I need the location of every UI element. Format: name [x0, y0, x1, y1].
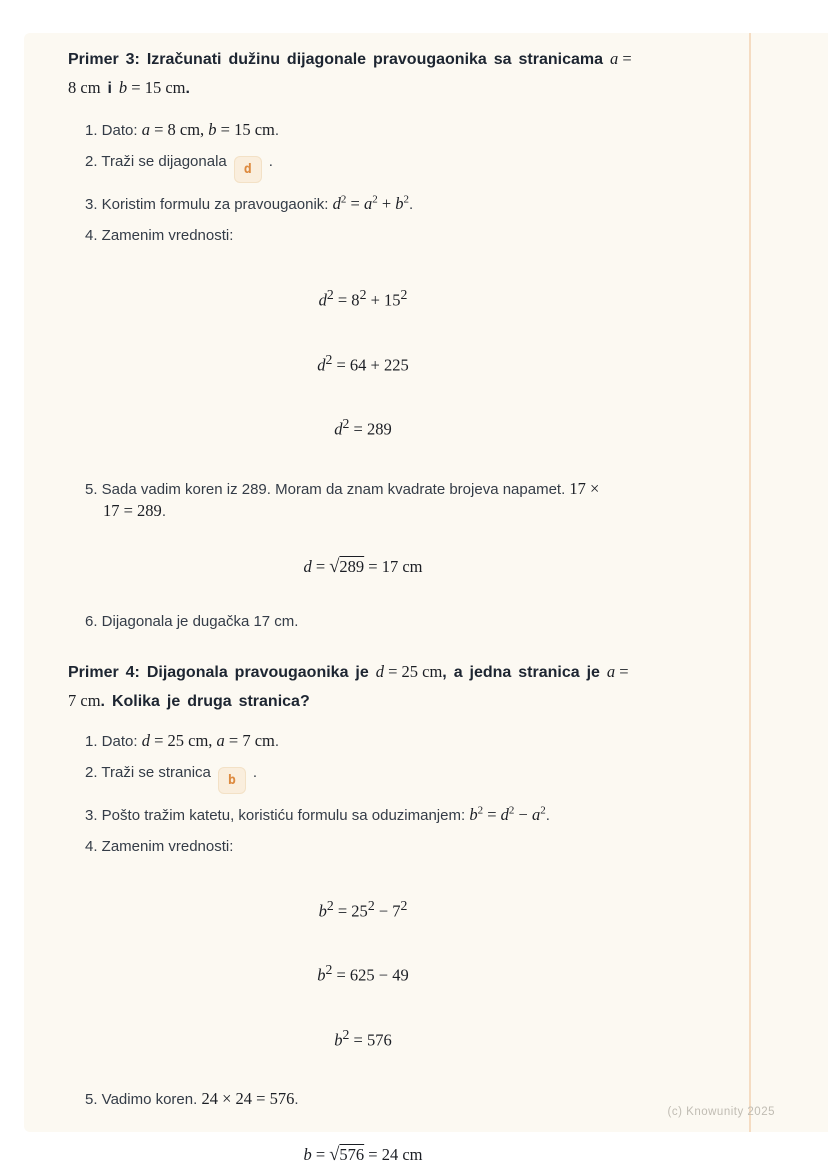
primer-3-steps: [68, 119, 716, 246]
page-edge-accent-line: [749, 33, 751, 1132]
variable-chip-d: d: [234, 156, 262, 183]
step-item-1: [85, 730, 716, 752]
step-item-2: [85, 151, 716, 183]
step-text: 3. Pošto tražim katetu, koristiću formulu sa oduzimanjem:: [85, 806, 470, 824]
inline-math: 17 = 289: [103, 500, 162, 520]
inline-math: a = 8 cm, b = 15 cm: [141, 120, 275, 139]
worksheet-page: [24, 33, 828, 1164]
step-text: .: [274, 732, 280, 750]
inline-math: 8 cm: [68, 78, 101, 97]
primer-4-heading: [68, 658, 716, 716]
heading-text: .: [185, 80, 190, 97]
step-text: 3. Koristim formulu za pravougaonik:: [85, 196, 333, 213]
step-text: .: [274, 122, 280, 139]
inline-math: d = 25 cm, a = 7 cm: [141, 730, 275, 750]
variable-chip-b: b: [218, 767, 246, 794]
heading-text: . Kolika je druga stranica?: [100, 692, 310, 710]
step-item-3: [85, 193, 716, 215]
display-equation: $d^2 = 8^2 + 15^2$: [318, 287, 408, 310]
inline-math: $b^2 = d^2 - a^2$: [469, 804, 546, 824]
inline-math: a =: [609, 49, 632, 68]
step-text: 6. Dijagonala je dugačka 17 cm.: [85, 612, 299, 630]
heading-text: Primer 3: Izračunati dužinu dijagonale pravougaonika sa stranicama: [68, 51, 610, 68]
display-equation-sqrt: d = √289 = 17 cm: [303, 555, 423, 576]
step-item-2: [85, 762, 716, 794]
step-text: 4. Zamenim vrednosti:: [85, 227, 234, 244]
step-text: 5. Sada vadim koren iz 289. Moram da znam kvadrate brojeva napamet.: [85, 480, 570, 498]
inline-math: 24 × 24 = 576: [201, 1089, 295, 1108]
step-text: .: [268, 153, 273, 170]
heading-line: [68, 74, 716, 103]
step-text: .: [409, 196, 414, 213]
display-equation: $b^2 = 25^2 - 7^2$: [318, 897, 408, 920]
step-item-3: [85, 804, 716, 826]
inline-math: b = 15 cm: [118, 78, 186, 97]
step-item-1: [85, 119, 716, 141]
display-equation: $d^2 = 289$: [334, 416, 392, 439]
step-text: 1. Dato:: [85, 122, 142, 139]
primer-4-steps: [68, 730, 716, 857]
step-item-4: [85, 836, 716, 857]
inline-math: 17 ×: [569, 478, 600, 498]
step-text: .: [252, 763, 258, 781]
display-equation: $d^2 = 64 + 225$: [317, 351, 409, 374]
step-text: 5. Vadimo koren.: [85, 1091, 202, 1108]
step-text: 4. Zamenim vrednosti:: [85, 837, 234, 855]
heading-text: i: [100, 80, 119, 97]
display-equation: $b^2 = 576$: [334, 1026, 392, 1049]
inline-math: $d^2 = a^2 + b^2$: [332, 193, 409, 213]
heading-text: Primer 4: Dijagonala pravougaonika je: [68, 663, 376, 681]
step-text: .: [545, 806, 550, 824]
step-item-4: [85, 225, 716, 246]
display-equation-sqrt: b = √576 = 24 cm: [303, 1144, 423, 1164]
heading-line: [68, 658, 716, 687]
heading-text: , a jedna stranica je: [442, 663, 607, 681]
step-text: .: [161, 502, 166, 520]
inline-math: d = 25 cm: [375, 661, 443, 681]
step-text: 1. Dato:: [85, 732, 142, 750]
inline-math: a =: [606, 661, 629, 681]
primer-3-heading: [68, 45, 716, 103]
step-item-5: [85, 478, 716, 522]
heading-line: [68, 45, 716, 74]
step-text: .: [294, 1091, 299, 1108]
step-text: 2. Traži se dijagonala: [85, 153, 227, 170]
step-text: 2. Traži se stranica: [85, 763, 211, 781]
step-item-5: [85, 1088, 716, 1110]
step-item-6: [85, 611, 716, 632]
worksheet-content: [68, 45, 716, 1165]
heading-line: [68, 687, 716, 716]
display-equation: $b^2 = 625 - 49$: [317, 962, 409, 985]
inline-math: 7 cm: [68, 690, 101, 710]
copyright-watermark: (c) Knowunity 2025: [667, 1106, 775, 1118]
